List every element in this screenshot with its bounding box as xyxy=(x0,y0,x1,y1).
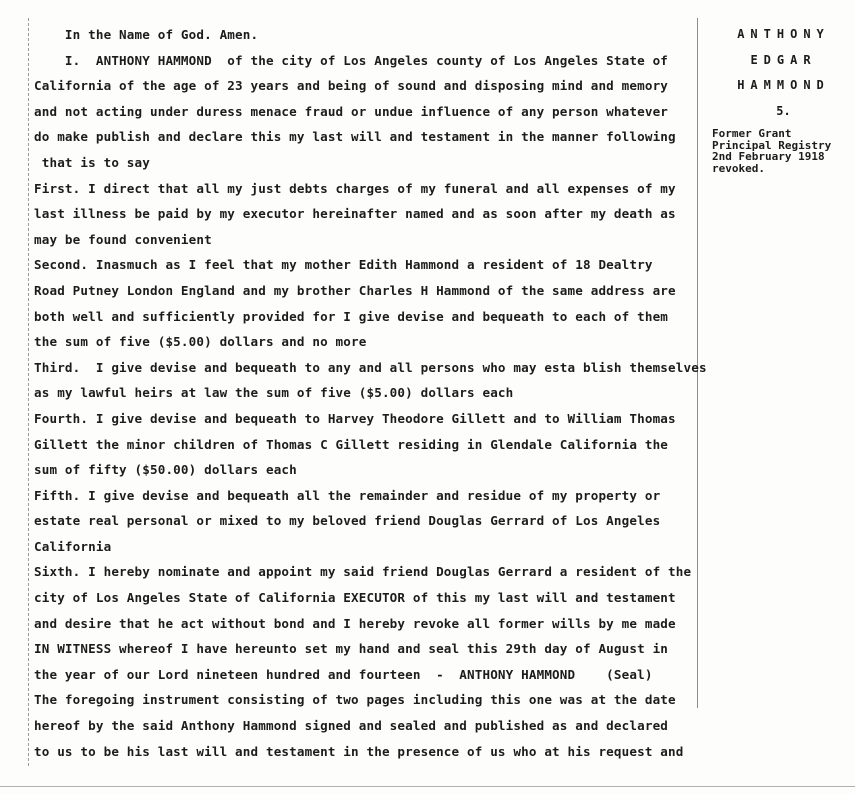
text-line: Road Putney London England and my brother Charles H Hammond of the same address are xyxy=(34,282,676,298)
text-line: hereof by the said Anthony Hammond signed and sealed and published as and declared xyxy=(34,718,669,734)
text-line: Sixth. I hereby nominate and appoint my said friend Douglas Gerrard a resident of the xyxy=(34,564,692,580)
text-line: and desire that he act without bond and I hereby revoke all former wills by me made xyxy=(34,615,676,631)
text-line: last illness be paid by my executor hereinafter named and as soon after my death as xyxy=(34,206,676,222)
text-line: First. I direct that all my just debts charges of my funeral and all expenses of my xyxy=(34,180,676,196)
page-bottom-edge xyxy=(0,786,855,787)
text-line: In the Name of God. Amen. xyxy=(34,27,259,42)
text-line: as my lawful heirs at law the sum of five ($5.00) dollars each xyxy=(34,385,514,401)
text-line: I. ANTHONY HAMMOND of the city of Los Angeles county of Los Angeles State of xyxy=(34,52,669,68)
text-line: to us to be his last will and testament in the presence of us who at his request and xyxy=(34,743,684,759)
text-line: Gillett the minor children of Thomas C Gillett residing in Glendale California the xyxy=(34,436,669,452)
text-line: The foregoing instrument consisting of two pages including this one was at the date xyxy=(34,692,676,708)
text-line: California xyxy=(34,538,112,554)
text-line: Third. I give devise and bequeath to any and all persons who may esta blish themselves xyxy=(34,359,707,375)
text-line: the year of our Lord nineteen hundred and fourteen - ANTHONY HAMMOND (Seal) xyxy=(34,666,653,682)
text-line: IN WITNESS whereof I have hereunto set my hand and seal this 29th day of August in xyxy=(34,641,669,657)
text-line: the sum of five ($5.00) dollars and no more xyxy=(34,334,367,350)
will-text xyxy=(34,22,724,764)
left-margin-rule xyxy=(28,18,29,766)
text-line: California of the age of 23 years and being of sound and disposing mind and memory xyxy=(34,78,669,94)
text-line: may be found convenient xyxy=(34,231,212,247)
testator-last-name: HAMMOND xyxy=(737,78,830,93)
text-line: and not acting under duress menace fraud or undue influence of any person whatever xyxy=(34,103,669,119)
text-line: Second. Inasmuch as I feel that my mother Edith Hammond a resident of 18 Dealtry xyxy=(34,257,653,273)
text-line: both well and sufficiently provided for I give devise and bequeath to each of them xyxy=(34,308,669,324)
text-line: estate real personal or mixed to my beloved friend Douglas Gerrard of Los Angeles xyxy=(34,513,661,529)
text-line: Fifth. I give devise and bequeath all the remainder and residue of my property or xyxy=(34,487,661,503)
grant-revocation-note: Former Grant Principal Registry 2nd February 1918 revoked. xyxy=(712,127,832,175)
text-line: Fourth. I give devise and bequeath to Harvey Theodore Gillett and to William Thomas xyxy=(34,410,676,426)
text-line: sum of fifty ($50.00) dollars each xyxy=(34,462,297,478)
testator-first-name: ANTHONY xyxy=(737,27,830,41)
text-line: do make publish and declare this my last will and testament in the manner following xyxy=(34,129,676,145)
testator-middle-name: EDGAR xyxy=(750,52,817,67)
text-line: city of Los Angeles State of California EXECUTOR of this my last will and testament xyxy=(34,590,676,606)
text-line: that is to say xyxy=(34,154,150,170)
entry-number: 5. xyxy=(776,103,791,118)
margin-annotation xyxy=(712,22,855,174)
